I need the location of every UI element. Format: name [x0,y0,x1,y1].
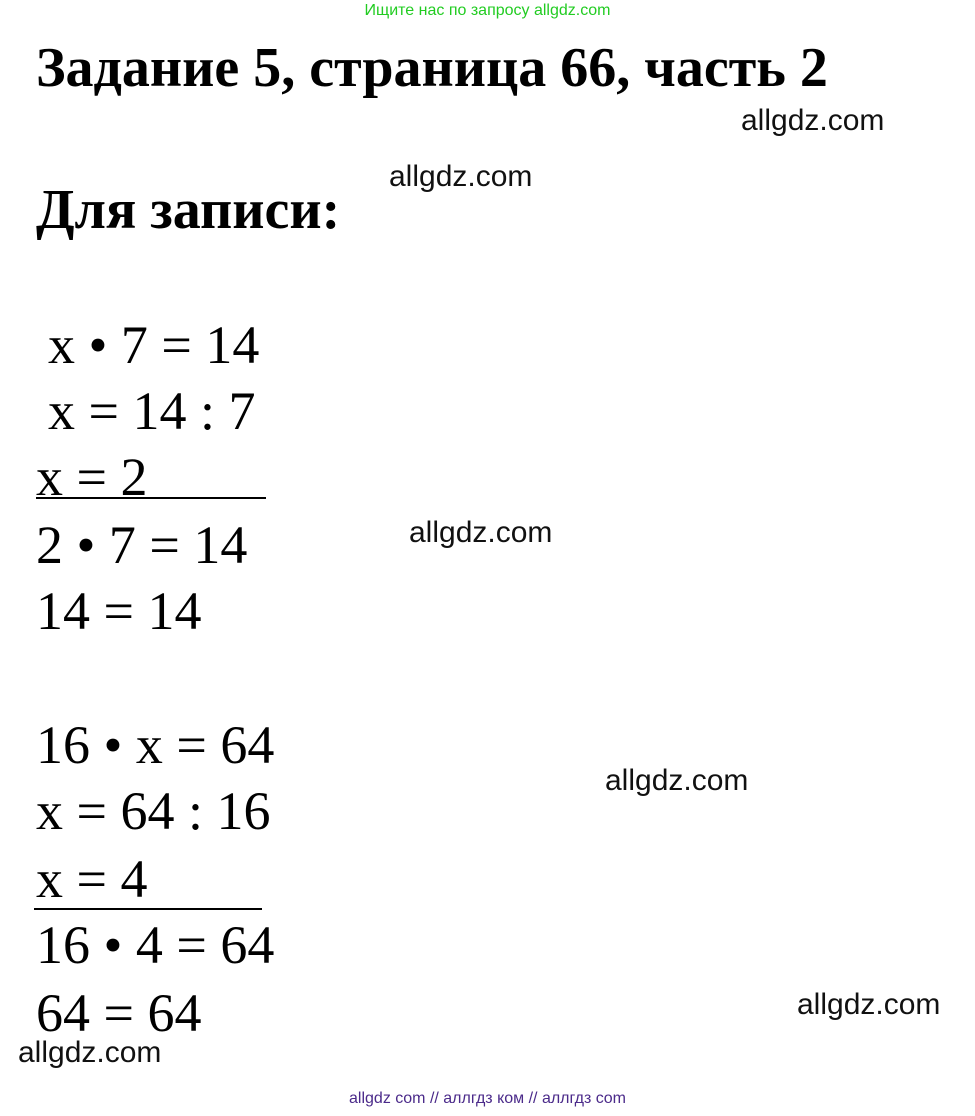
top-banner: Ищите нас по запросу allgdz.com [364,2,611,19]
check-line: 14 = 14 [36,581,202,641]
check-line: 64 = 64 [36,983,202,1043]
page-title: Задание 5, страница 66, часть 2 [36,37,828,99]
watermark: allgdz.com [389,160,533,193]
watermark: allgdz.com [797,988,941,1021]
watermark: allgdz.com [741,104,885,137]
section-subtitle: Для записи: [36,179,341,241]
answer-underline [36,497,266,499]
watermark: allgdz.com [605,764,749,797]
equation-line: 16 • x = 64 [36,715,275,775]
check-line: 2 • 7 = 14 [36,515,248,575]
equation-answer: x = 2 [36,447,148,507]
equation-line: x = 14 : 7 [48,381,256,441]
watermark: allgdz.com [409,516,553,549]
equation-line: x • 7 = 14 [48,315,260,375]
answer-underline [34,908,262,910]
equation-answer: x = 4 [36,849,148,909]
check-line: 16 • 4 = 64 [36,915,275,975]
footer: allgdz com // аллгдз ком // аллгдз com [349,1090,626,1107]
equation-line: x = 64 : 16 [36,781,271,841]
watermark: allgdz.com [18,1036,162,1069]
